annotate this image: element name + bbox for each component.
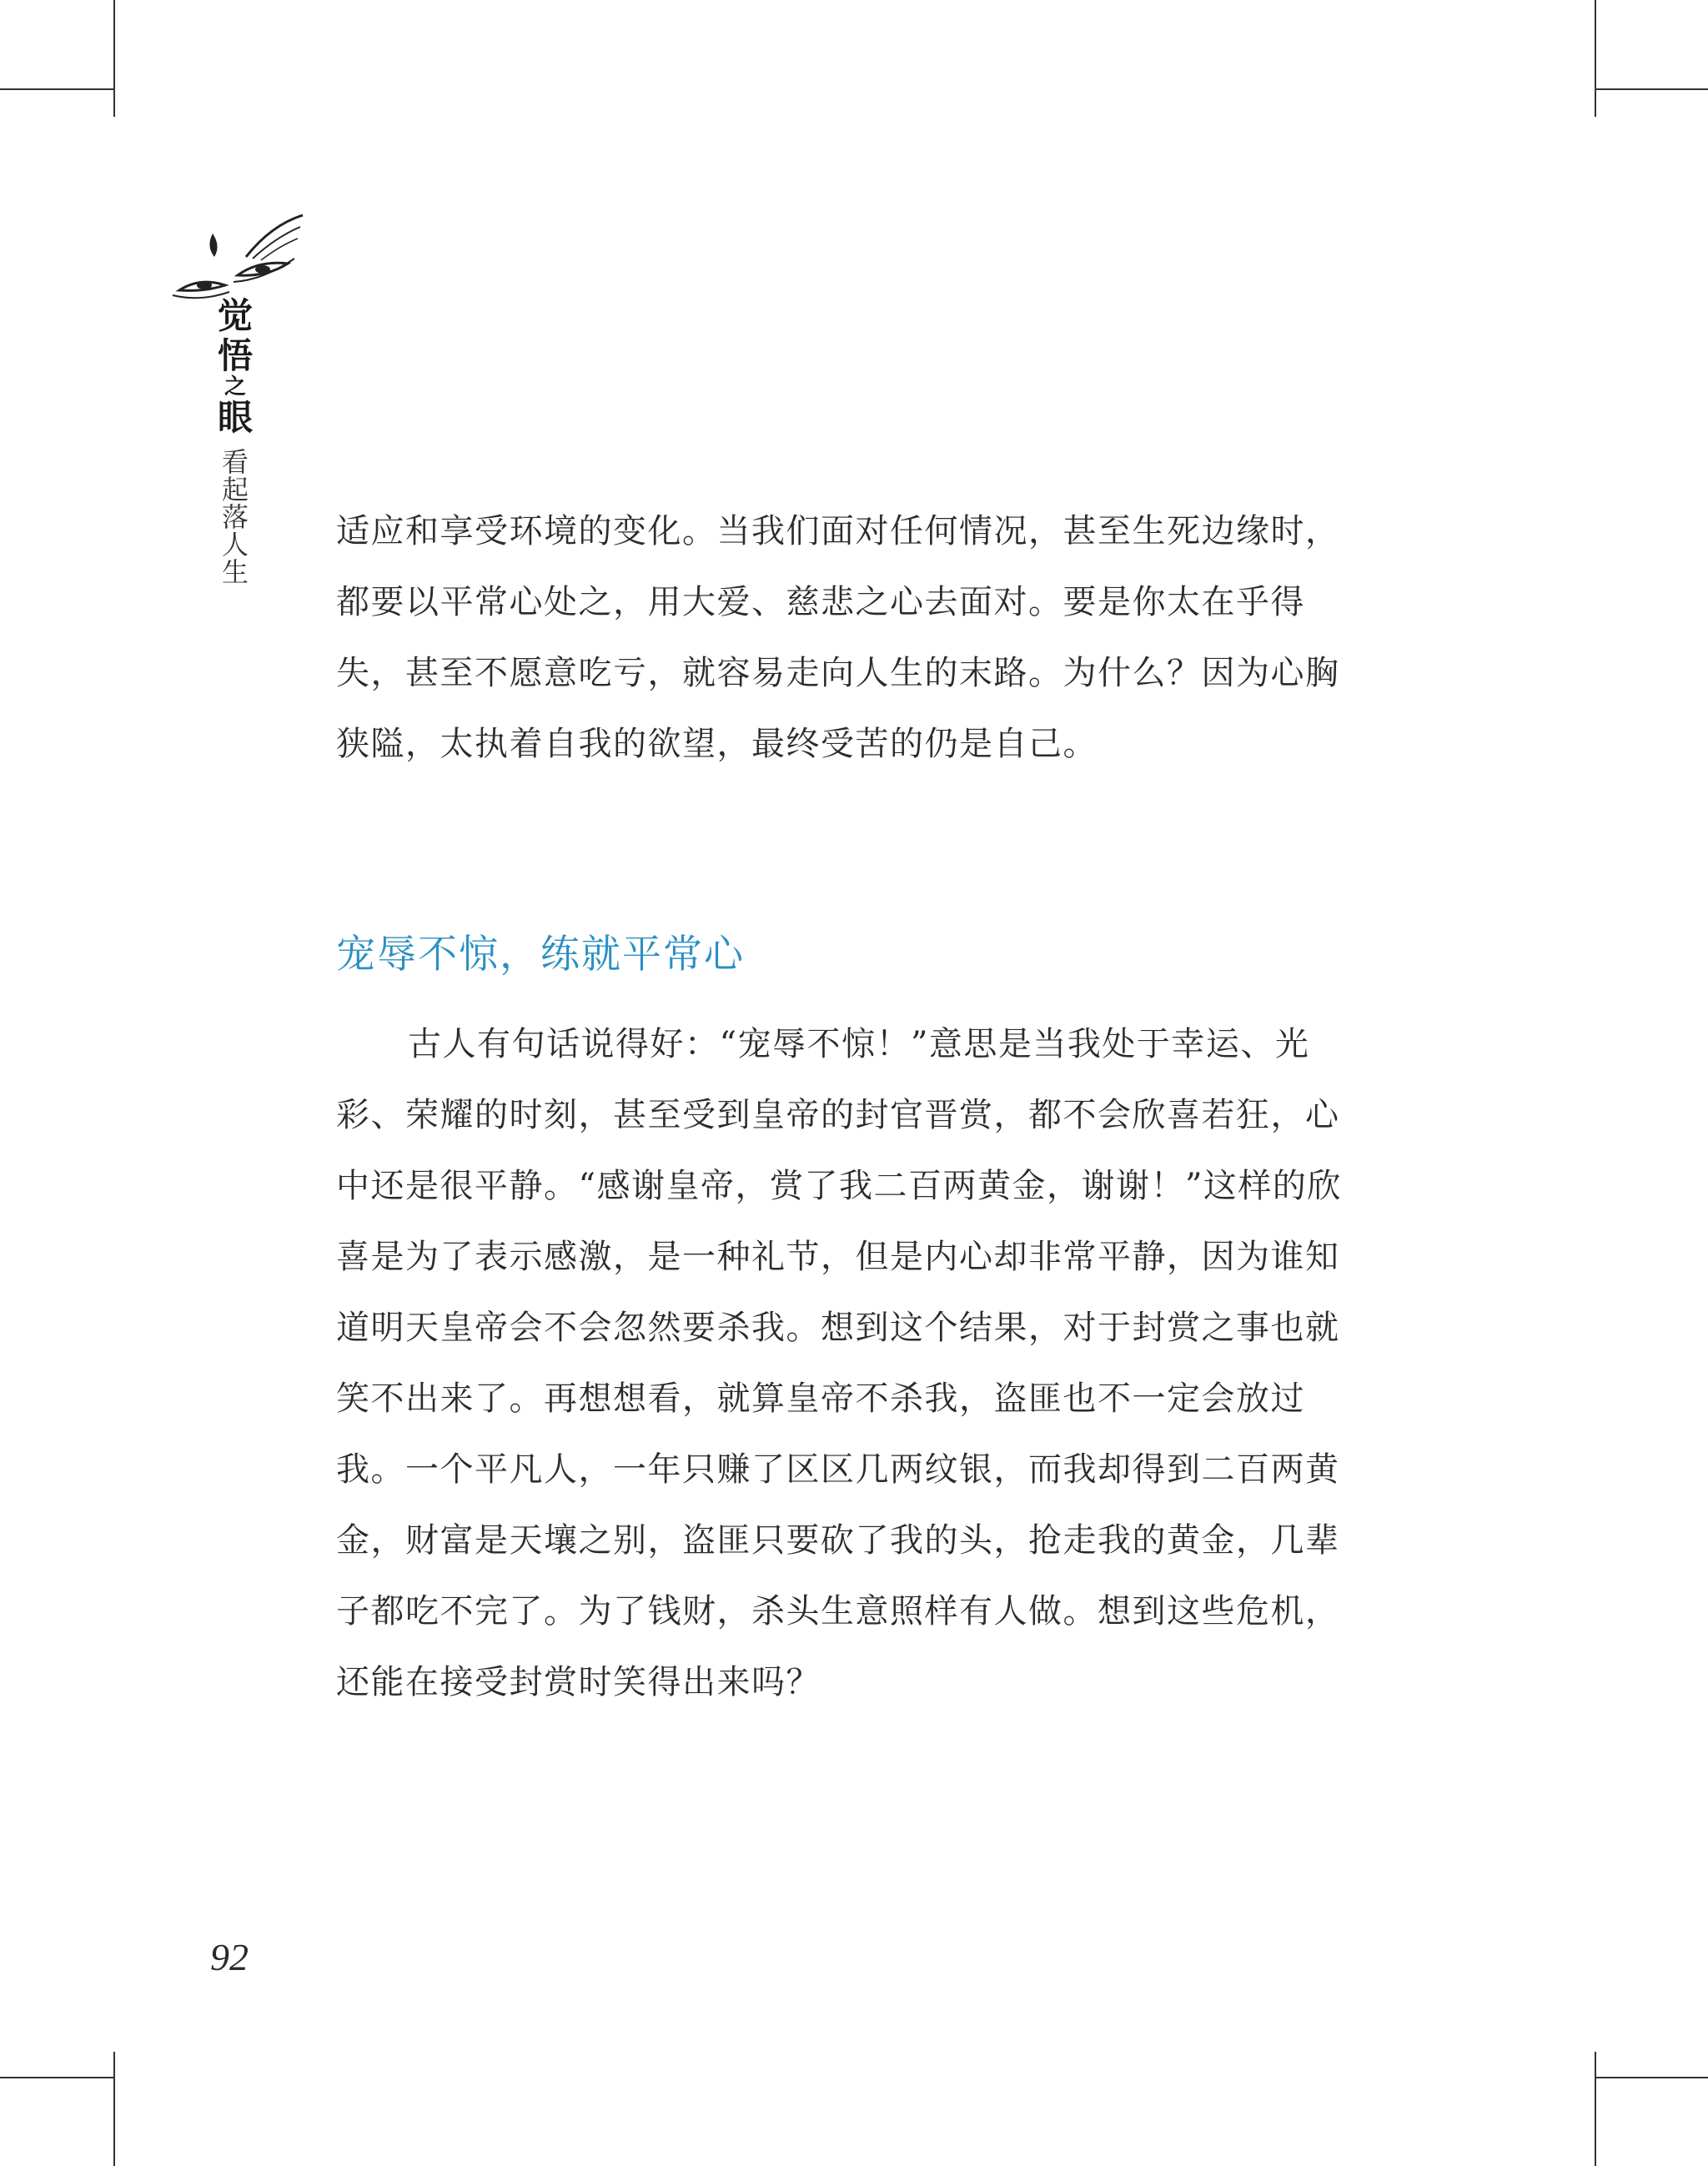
crop-mark-top-right-horizontal — [1596, 88, 1708, 90]
body-paragraph-2: 古人有句话说得好：“宠辱不惊！”意思是当我处于幸运、光彩、荣耀的时刻，甚至受到皇帝的封官晋赏，都不会欣喜若狂，心中还是很平静。“感谢皇帝，赏了我二百两黄金，谢谢！”这样的欣喜是为了表示感激，是一种礼节，但是内心却非常平静，因为谁知道明天皇帝会不会忽然要杀我。想到这个结果，对于封赏之事也就笑不出来了。再想想看，就算皇帝不杀我，盗匪也不一定会放过我。一个平凡人，一年只赚了区区几两纹银，而我却得到二百两黄金，财富是天壤之别，盗匪只要砍了我的头，抢走我的黄金，几辈子都吃不完了。为了钱财，杀头生意照样有人做。想到这些危机，还能在接受封赏时笑得出来吗？ — [336, 1025, 1342, 1701]
series-title-char-3: 之 — [224, 374, 246, 400]
crop-mark-bottom-left-vertical — [113, 2052, 115, 2166]
crop-mark-bottom-left-horizontal — [0, 2077, 113, 2078]
eyes-emblem-icon — [163, 209, 304, 309]
series-title-char-4: 眼 — [217, 397, 253, 438]
crop-mark-bottom-right-vertical — [1595, 2052, 1596, 2166]
crop-mark-top-left-vertical — [113, 0, 115, 117]
crop-mark-bottom-right-horizontal — [1596, 2077, 1708, 2078]
series-title-char-1: 觉 — [217, 295, 253, 336]
series-subtitle: 看起落人生 — [221, 446, 249, 588]
body-paragraph-1: 适应和享受环境的变化。当我们面对任何情况，甚至生死边缘时，都要以平常心处之，用大爱、慈悲之心去面对。要是你太在乎得失，甚至不愿意吃亏，就容易走向人生的末路。为什么？因为心胸狭隘，太执着自我的欲望，最终受苦的仍是自己。 — [336, 512, 1340, 763]
crop-mark-top-right-vertical — [1595, 0, 1596, 117]
series-title-char-2: 悟 — [217, 335, 253, 376]
series-title — [210, 296, 260, 438]
crop-mark-top-left-horizontal — [0, 88, 113, 90]
section-heading: 宠辱不惊，练就平常心 — [336, 932, 745, 977]
page-number: 92 — [210, 1936, 249, 1978]
